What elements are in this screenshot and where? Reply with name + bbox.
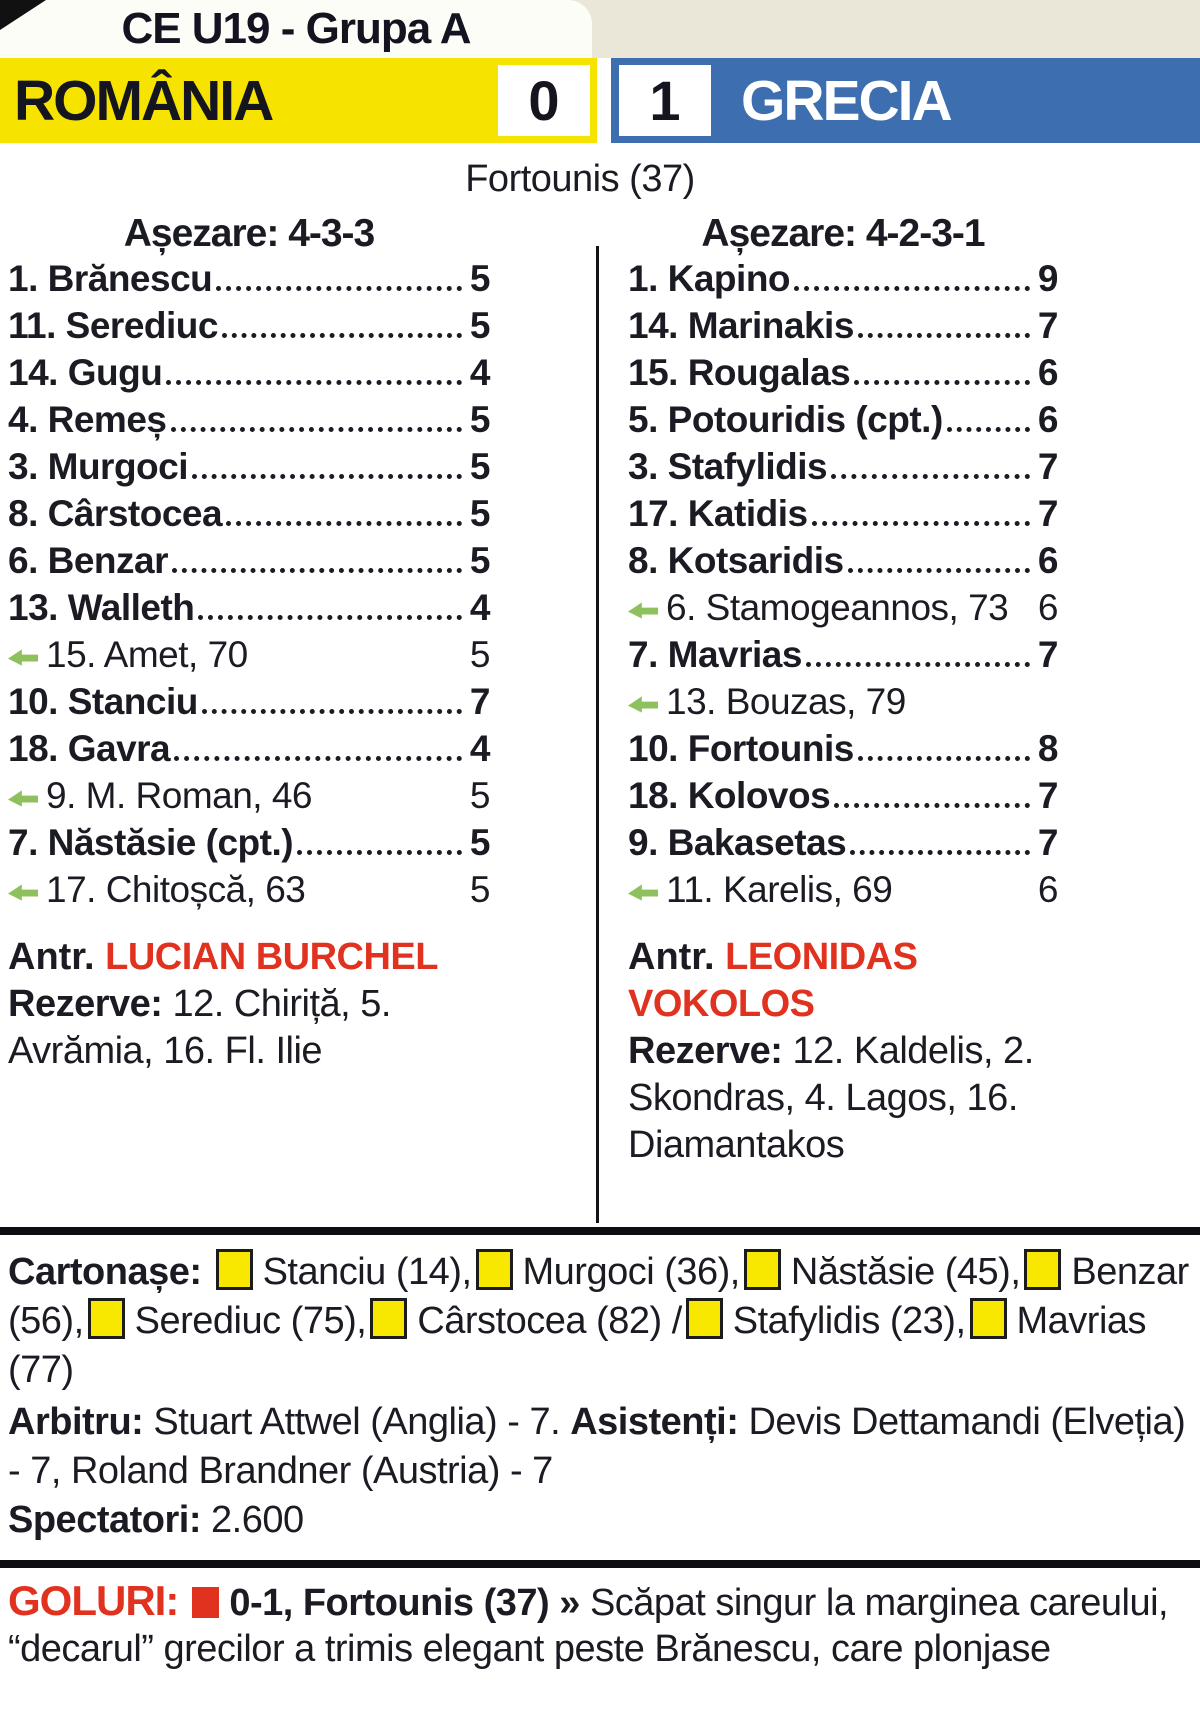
- player-name: 5. Potouridis (cpt.): [628, 399, 943, 440]
- player-row: [8, 775, 490, 822]
- coach-line: [8, 934, 490, 981]
- substitution-arrow-icon: [8, 884, 46, 901]
- player-row: [8, 399, 490, 446]
- player-name: 17. Katidis: [628, 493, 808, 534]
- dot-leader: [794, 286, 1030, 291]
- reserves-list: 12. Kaldelis, 2. Skondras, 4. Lagos, 16. Diamantakos: [628, 1030, 1034, 1166]
- player-rating: 5: [469, 258, 490, 299]
- dot-leader: [222, 333, 462, 338]
- reserves-line: [8, 981, 490, 1075]
- player-row: [628, 587, 1058, 634]
- yellow-card-icon: [88, 1298, 125, 1339]
- dot-leader: [858, 333, 1030, 338]
- yellow-card-icon: [370, 1298, 407, 1339]
- player-row: [628, 446, 1058, 493]
- player-name: 13. Walleth: [8, 587, 195, 628]
- goal-event: 0-1, Fortounis (37): [229, 1582, 550, 1624]
- card-player: Năstăsie (45),: [790, 1251, 1021, 1293]
- goals-label: GOLURI:: [8, 1577, 179, 1624]
- player-rating: 4: [469, 728, 490, 769]
- card-entry: [682, 1300, 966, 1342]
- coach-label: Antr.: [8, 936, 95, 978]
- home-team-bar: [0, 58, 597, 143]
- player-rating: 7: [1037, 446, 1058, 487]
- formation-heading: Așezare: 4-2-3-1: [701, 212, 985, 255]
- spectators-label: Spectatori:: [8, 1499, 201, 1541]
- player-row: [8, 634, 490, 681]
- player-name: 17. Chitoșcă, 63: [46, 869, 306, 910]
- card-player: Serediuc (75),: [134, 1300, 367, 1342]
- player-list: [628, 258, 1058, 916]
- formation-heading: Așezare: 4-3-3: [123, 212, 375, 255]
- player-row: [628, 399, 1058, 446]
- reserves-line: [628, 1028, 1058, 1169]
- card-entry: [212, 1251, 472, 1293]
- player-row: [628, 681, 1058, 728]
- player-name: 4. Remeș: [8, 399, 167, 440]
- player-rating: 5: [469, 540, 490, 581]
- home-team-column: [8, 212, 490, 1075]
- yellow-card-icon: [744, 1249, 781, 1290]
- player-rating: 8: [1037, 728, 1058, 769]
- player-rating: 4: [469, 352, 490, 393]
- dot-leader: [202, 709, 462, 714]
- player-rating: 5: [469, 305, 490, 346]
- player-name: 8. Kotsaridis: [628, 540, 844, 581]
- player-name: 1. Kapino: [628, 258, 791, 299]
- cards-section: [8, 1248, 1192, 1395]
- substitution-arrow-icon: [8, 790, 46, 807]
- player-row: [8, 822, 490, 869]
- player-name: 7. Năstăsie (cpt.): [8, 822, 294, 863]
- player-row: [8, 728, 490, 775]
- reserves-label: Rezerve:: [8, 983, 163, 1025]
- dot-leader: [297, 850, 462, 855]
- player-row: [628, 775, 1058, 822]
- section-divider: [0, 1227, 1200, 1235]
- card-entry: [740, 1251, 1021, 1293]
- dot-leader: [192, 474, 462, 479]
- player-row: [628, 540, 1058, 587]
- assistants-names: Devis Dettamandi (Elveția) - 7, Roland Brandner (Austria) - 7: [8, 1401, 1186, 1492]
- yellow-card-icon: [686, 1298, 723, 1339]
- player-name: 14. Gugu: [8, 352, 163, 393]
- player-rating: 6: [1037, 587, 1058, 628]
- substitution-arrow-icon: [628, 602, 666, 619]
- player-row: [8, 869, 490, 916]
- player-name: 7. Mavrias: [628, 634, 802, 675]
- substitution-arrow-icon: [8, 649, 46, 666]
- card-entry: [472, 1251, 740, 1293]
- substitution-arrow-icon: [628, 696, 666, 713]
- player-rating: 7: [1037, 775, 1058, 816]
- player-row: [628, 493, 1058, 540]
- card-entry: [366, 1300, 681, 1342]
- yellow-card-icon: [970, 1298, 1007, 1339]
- player-rating: 4: [469, 587, 490, 628]
- substitution-arrow-icon: [628, 884, 666, 901]
- player-rating: 5: [469, 399, 490, 440]
- yellow-card-icon: [476, 1249, 513, 1290]
- dot-leader: [198, 615, 462, 620]
- player-row: [8, 446, 490, 493]
- player-row: [628, 728, 1058, 775]
- player-row: [628, 305, 1058, 352]
- card-player: Benzar (56),: [8, 1251, 1189, 1342]
- player-row: [8, 352, 490, 399]
- player-row: [8, 493, 490, 540]
- card-player: Stanciu (14),: [262, 1251, 472, 1293]
- player-row: [628, 352, 1058, 399]
- spectators-line: [8, 1496, 1192, 1545]
- goal-description: Scăpat singur la marginea careului, “decarul” grecilor a trimis elegant peste Brănescu, care plonjase: [8, 1582, 1169, 1670]
- player-name: 1. Brănescu: [8, 258, 213, 299]
- yellow-card-icon: [216, 1249, 253, 1290]
- player-rating: 5: [469, 869, 490, 910]
- player-name: 15. Amet, 70: [46, 634, 248, 675]
- card-entry: [84, 1300, 367, 1342]
- reserves-list: 12. Chiriță, 5. Avrămia, 16. Fl. Ilie: [8, 983, 391, 1072]
- player-row: [628, 822, 1058, 869]
- player-rating: 7: [1037, 822, 1058, 863]
- goals-section: [8, 1578, 1192, 1672]
- player-row: [8, 681, 490, 728]
- player-name: 15. Rougalas: [628, 352, 851, 393]
- player-name: 14. Marinakis: [628, 305, 854, 346]
- dot-leader: [947, 427, 1030, 432]
- player-rating: 6: [1037, 399, 1058, 440]
- away-team-column: [628, 212, 1058, 1169]
- player-rating: 5: [469, 446, 490, 487]
- card-player: Cârstocea (82) /: [417, 1300, 682, 1342]
- player-rating: 5: [469, 775, 490, 816]
- away-score-box: 1: [619, 65, 711, 136]
- column-divider: [596, 246, 599, 1223]
- card-player: Stafylidis (23),: [732, 1300, 966, 1342]
- dot-leader: [806, 662, 1030, 667]
- player-list: [8, 258, 490, 916]
- goal-marker-icon: [192, 1587, 219, 1618]
- dot-leader: [858, 756, 1030, 761]
- player-row: [8, 587, 490, 634]
- referee-label: Arbitru:: [8, 1401, 144, 1443]
- competition-title: CE U19 - Grupa A: [121, 4, 471, 53]
- player-name: 10. Stanciu: [8, 681, 198, 722]
- player-rating: 6: [1037, 352, 1058, 393]
- player-rating: 6: [1037, 869, 1058, 910]
- dot-leader: [848, 568, 1030, 573]
- player-rating: 7: [469, 681, 490, 722]
- referee-line: [8, 1398, 1192, 1496]
- player-row: [8, 305, 490, 352]
- goalscorer-line: Fortounis (37): [465, 158, 695, 200]
- section-divider: [0, 1560, 1200, 1568]
- goal-arrow-glyph: »: [559, 1582, 580, 1624]
- player-name: 13. Bouzas, 79: [666, 681, 906, 722]
- dot-leader: [226, 521, 462, 526]
- player-row: [8, 540, 490, 587]
- player-rating: 5: [469, 822, 490, 863]
- player-name: 6. Stamogeannos, 73: [666, 587, 1009, 628]
- dot-leader: [172, 568, 462, 573]
- player-rating: 7: [1037, 634, 1058, 675]
- player-name: 11. Karelis, 69: [666, 869, 893, 910]
- player-row: [628, 869, 1058, 916]
- officials-section: [8, 1398, 1192, 1545]
- player-row: [628, 634, 1058, 681]
- player-name: 3. Murgoci: [8, 446, 189, 487]
- yellow-card-icon: [1024, 1249, 1061, 1290]
- assistants-label: Asistenți:: [570, 1401, 739, 1443]
- coach-name: LEONIDAS VOKOLOS: [628, 936, 918, 1025]
- player-row: [8, 258, 490, 305]
- player-name: 8. Cârstocea: [8, 493, 223, 534]
- player-rating: 7: [1037, 493, 1058, 534]
- player-name: 11. Serediuc: [8, 305, 218, 346]
- player-name: 18. Kolovos: [628, 775, 831, 816]
- coach-label: Antr.: [628, 936, 715, 978]
- referee-name: Stuart Attwel (Anglia) - 7.: [153, 1401, 561, 1443]
- card-player: Mavrias (77): [8, 1300, 1147, 1391]
- player-rating: 5: [469, 493, 490, 534]
- coach-name: LUCIAN BURCHEL: [105, 936, 438, 978]
- player-rating: 9: [1037, 258, 1058, 299]
- away-team-name: GRECIA: [741, 68, 951, 133]
- player-name: 6. Benzar: [8, 540, 169, 581]
- competition-title-box: [0, 0, 592, 58]
- player-name: 9. M. Roman, 46: [46, 775, 313, 816]
- player-rating: 6: [1037, 540, 1058, 581]
- spectators-count: 2.600: [211, 1499, 304, 1541]
- home-score-box: 0: [498, 65, 590, 136]
- dot-leader: [854, 380, 1030, 385]
- player-rating: 5: [469, 634, 490, 675]
- dot-leader: [216, 286, 462, 291]
- player-name: 18. Gavra: [8, 728, 171, 769]
- away-team-bar: [611, 58, 1200, 143]
- dot-leader: [834, 803, 1030, 808]
- cards-label: Cartonașe:: [8, 1251, 202, 1293]
- reserves-label: Rezerve:: [628, 1030, 783, 1072]
- dot-leader: [174, 756, 462, 761]
- dot-leader: [850, 850, 1030, 855]
- player-name: 10. Fortounis: [628, 728, 854, 769]
- player-row: [628, 258, 1058, 305]
- dot-leader: [831, 474, 1030, 479]
- card-player: Murgoci (36),: [522, 1251, 740, 1293]
- player-rating: 7: [1037, 305, 1058, 346]
- dot-leader: [171, 427, 463, 432]
- dot-leader: [812, 521, 1030, 526]
- home-team-name: ROMÂNIA: [14, 68, 273, 133]
- coach-line: [628, 934, 1058, 1028]
- player-name: 3. Stafylidis: [628, 446, 828, 487]
- dot-leader: [166, 380, 462, 385]
- player-name: 9. Bakasetas: [628, 822, 847, 863]
